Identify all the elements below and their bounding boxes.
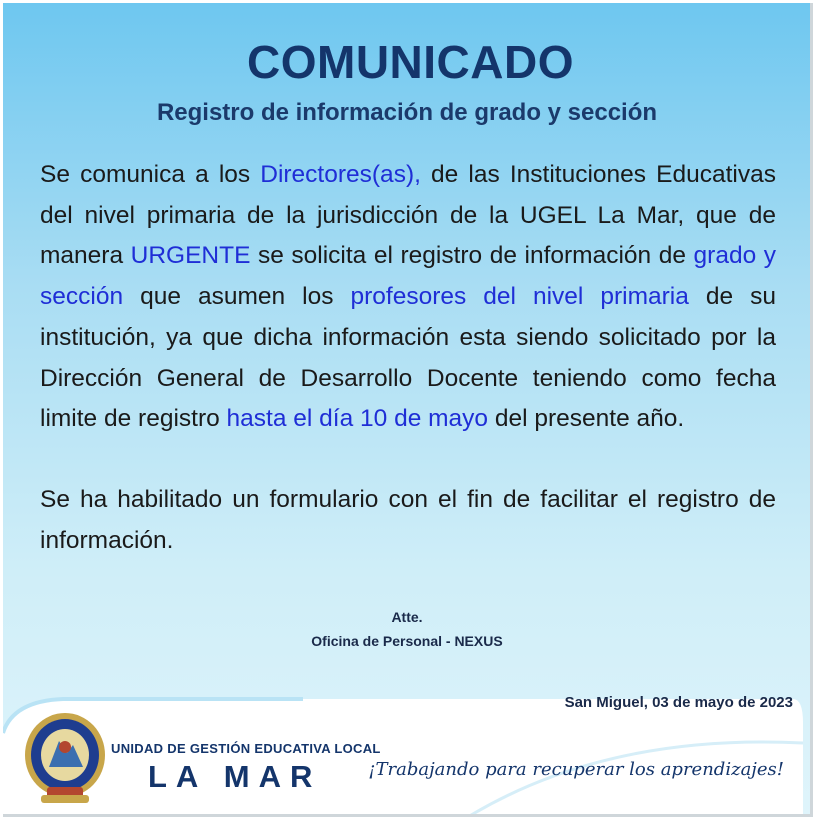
highlighted-text: URGENTE [130, 242, 251, 270]
highlighted-text: Directores(as), [260, 161, 421, 188]
motto: ¡Trabajando para recuperar los aprendizajes! [368, 759, 784, 780]
highlighted-text: hasta el día 10 de mayo [226, 405, 489, 433]
body-text-run: se solicita el registro de información de [250, 242, 694, 270]
announcement-body [40, 155, 776, 561]
highlighted-text: profesores del nivel primaria [350, 283, 689, 311]
issue-date: San Miguel, 03 de mayo de 2023 [564, 694, 793, 711]
org-name: UNIDAD DE GESTIÓN EDUCATIVA LOCAL [111, 741, 381, 756]
body-text-run: del presente año. [488, 405, 685, 433]
signature-office: Oficina de Personal - NEXUS [311, 633, 503, 649]
signature-atte: Atte. [391, 609, 423, 625]
body-paragraph-1 [40, 155, 776, 440]
org-region: LA MAR [148, 759, 322, 794]
body-text-run: de su institución, ya que dicha información esta siendo solicitado por la Dirección General de Desarrollo Docente teniendo como fecha limite de registro [40, 283, 776, 433]
page-title: COMUNICADO [247, 36, 574, 88]
body-paragraph-2: Se ha habilitado un formulario con el fin de facilitar el registro de información. [40, 485, 776, 554]
page-subtitle: Registro de información de grado y sección [156, 99, 658, 126]
body-text-run: Se comunica a los [40, 161, 261, 188]
body-text-run: que asumen los [123, 283, 351, 311]
announcement-panel [3, 3, 813, 817]
ugel-seal-logo [21, 711, 109, 805]
highlighted-text: grado y sección [40, 242, 776, 311]
body-text-run: de las Instituciones Educativas del nivel primaria de la jurisdicción de la UGEL La Mar, que de manera [40, 161, 776, 270]
